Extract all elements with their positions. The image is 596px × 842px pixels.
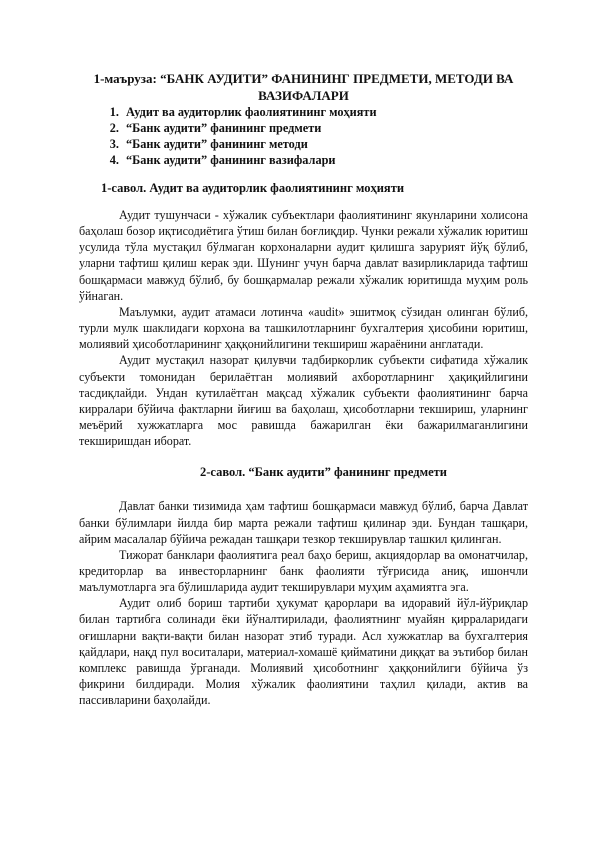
section-1-paragraph-1: Аудит тушунчаси - хўжалик субъектлари фаолиятининг якунларини холисона баҳолаш бозор иқтисодиётига ўтиш билан боғлиқдир. Чунки режали хўжалик юритиш усулида тўла мустақил бўлмаган корхоналарни аудит қилишга зарурият йўқ бўлиб, уларни тафтиш қилиш керак эди. Шунинг учун барча давлат вазирликларида тафтиш бошқармаси мавжуд бўлиб, бу бошқармалар режали хўжалик юритишда муҳим роль ўйнаган. bbox=[79, 208, 528, 303]
section-1-paragraph-2: Маълумки, аудит атамаси лотинча «audit» эшитмоқ сўзидан олинган бўлиб, турли мулк шаклидаги корхона ва ташкилотларнинг бухгалтерия ҳисобини юритиш, молиявий ҳисоботларининг ҳаққонийлигини текшириш жараёнини англатади. bbox=[79, 304, 528, 352]
section-2-paragraph-1: Давлат банки тизимида ҳам тафтиш бошқармаси мавжуд бўлиб, барча Давлат банки бўлимлари йилда бир марта режали тафтиш қилинар эди. Бундан ташқари, айрим масалалар бўйича режадан ташқари тезкор текширувлар ташкил қилинган. bbox=[79, 499, 528, 546]
document-page bbox=[79, 70, 528, 708]
section-2-paragraph-2: Тижорат банклари фаолиятига реал баҳо бериш, акциядорлар ва омонатчилар, кредиторлар ва инвесторларнинг банк фаолияти тўғрисида аниқ, ишончли маълумотларга эга бўлишларида аудит текширувлари муҳим аҳамиятга эга. bbox=[79, 547, 528, 595]
lecture-title: 1-маъруза: “БАНК АУДИТИ” ФАНИНИНГ ПРЕДМЕТИ, МЕТОДИ ВА ВАЗИФАЛАРИ bbox=[93, 71, 514, 103]
outline-item: 2. “Банк аудити” фанининг предмети bbox=[122, 120, 528, 136]
section-2-heading: 2-савол. “Банк аудити” фанининг предмети bbox=[200, 465, 447, 480]
outline-item: 1. Аудит ва аудиторлик фаолиятининг моҳияти bbox=[122, 104, 528, 120]
section-1-heading: 1-савол. Аудит ва аудиторлик фаолиятининг моҳияти bbox=[101, 181, 405, 195]
section-1-paragraph-3: Аудит мустақил назорат қилувчи тадбиркорлик субъекти сифатида хўжалик субъекти томонидан берилаётган молиявий ахборотларнинг ҳақиқийлигини тасдиқлайди. Ундан кутилаётган мақсад хўжалик субъекти фаолиятининг барча кирралари бўйича фактларни йиғиш ва баҳолаш, ҳисоботларни текшириш, уларнинг меъёрий хужжатларга мос равишда бажарилган ёки бажарилмаганлигини текширишдан иборат. bbox=[79, 353, 528, 449]
section-2-paragraph-3: Аудит олиб бориш тартиби ҳукумат қарорлари ва идоравий йўл-йўриқлар билан тартибга солинади ёки йўналтирилади, фаолиятнинг муайян қирраларидаги оғишларни вақти-вақти билан назорат этиб туради. Асл хужжатлар ва бухгалтерия қайдлари, нақд пул воситалари, материал-хомашё қийматини диққат ва эътибор билан комплекс равишда ўрганади. Молиявий ҳисоботнинг ҳаққонийлиги бўйича ўз фикрини билдиради. Молия хўжалик фаолиятини таҳлил қилади, актив ва пассивларини баҳолайди. bbox=[79, 596, 528, 708]
lecture-outline bbox=[79, 104, 528, 168]
outline-item: 4. “Банк аудити” фанининг вазифалари bbox=[122, 152, 528, 168]
outline-item: 3. “Банк аудити” фанининг методи bbox=[122, 136, 528, 152]
